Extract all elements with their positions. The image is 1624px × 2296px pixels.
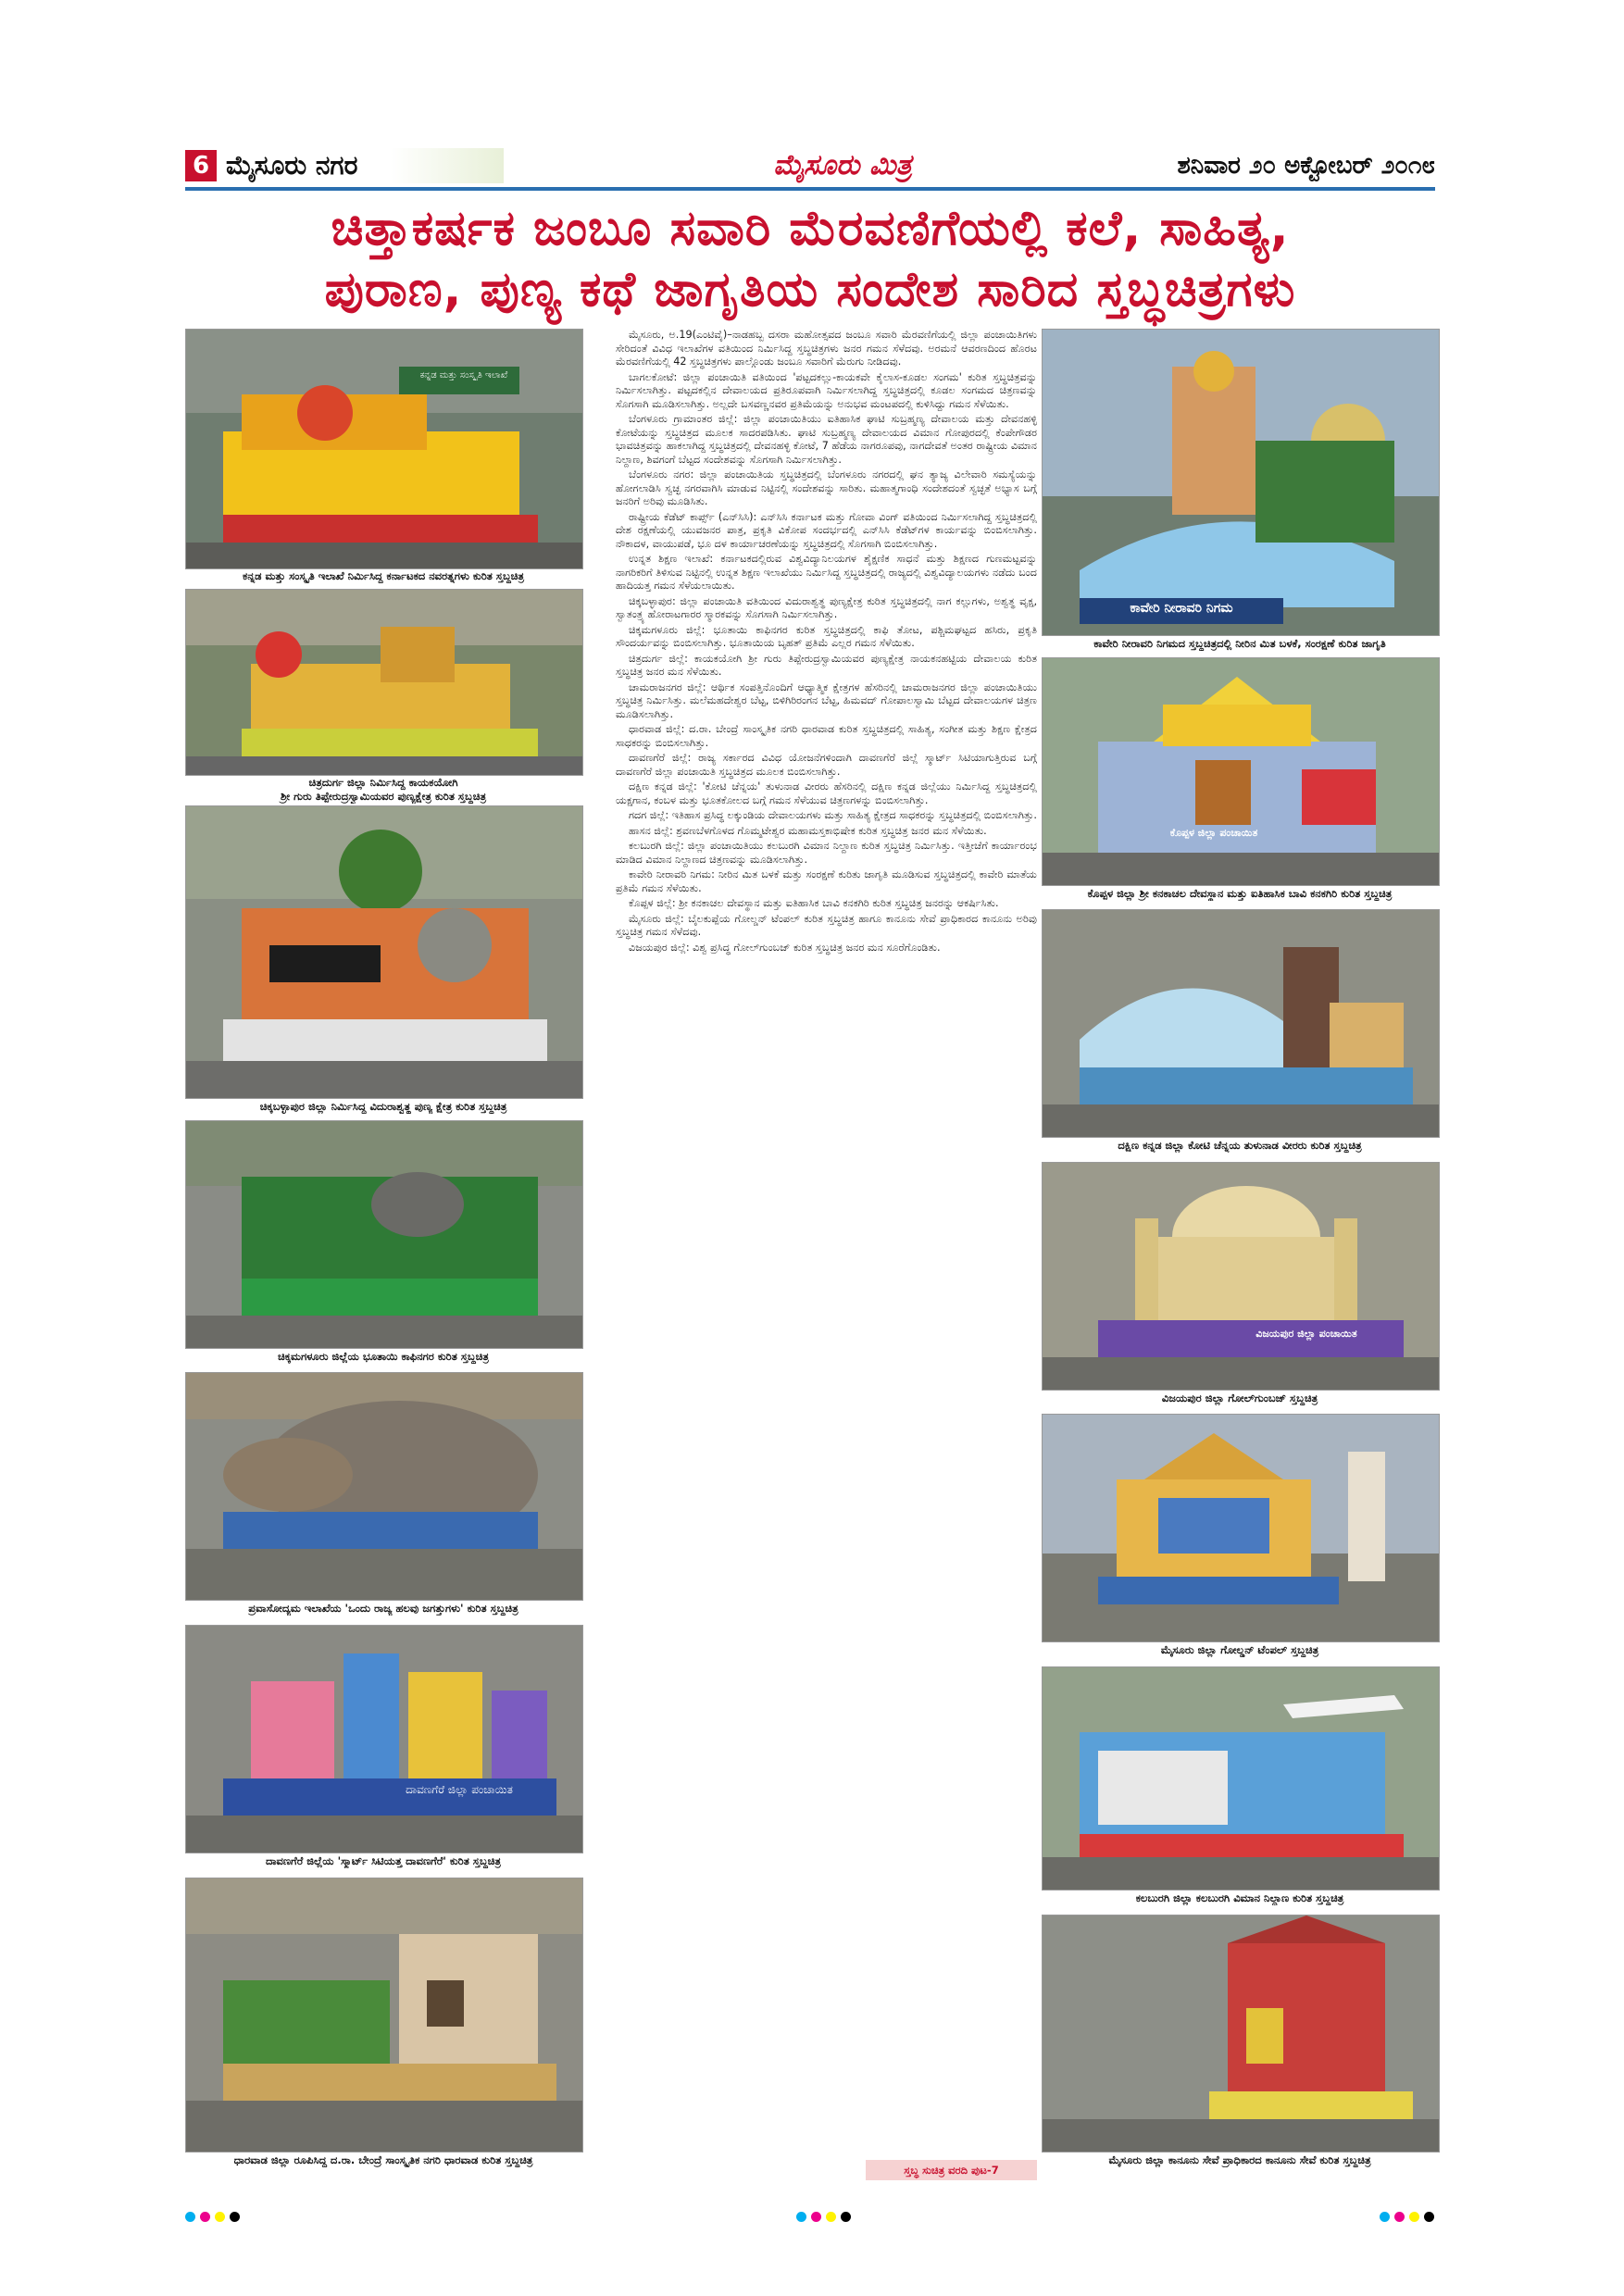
article-paragraph: ಉನ್ನತ ಶಿಕ್ಷಣ ಇಲಾಖೆ: ಕರ್ನಾಟಕದಲ್ಲಿರುವ ವಿಶ್ವವಿದ್ಯಾನಿಲಯಗಳ ಶೈಕ್ಷಣಿಕ ಸಾಧನೆ ಮತ್ತು ಶಿಕ್ಷಣದ ಗುಣಮಟ್ಟವನ್ನು ನಾಗರಿಕರಿಗೆ ತಿಳಿಸುವ ನಿಟ್ಟಿನಲ್ಲಿ ಉನ್ನತ ಶಿಕ್ಷಣ ಇಲಾಖೆಯು ನಿರ್ಮಿಸಿದ್ದ ಸ್ತಬ್ಧಚಿತ್ರದಲ್ಲಿ ರಾಜ್ಯದಲ್ಲಿ ವಿಶ್ವವಿದ್ಯಾಲಯಗಳು ನಡೆದು ಬಂದ ಹಾದಿಯತ್ತ ಗಮನ ಸೆಳೆಯಲಾಯಿತು. (616, 553, 1037, 592)
article-paragraph: ಚಿಕ್ಕಬಳ್ಳಾಪುರ: ಜಿಲ್ಲಾ ಪಂಚಾಯಿತಿ ವತಿಯಿಂದ ವಿದುರಾಶ್ವತ್ಥ ಪುಣ್ಯಕ್ಷೇತ್ರ ಕುರಿತ ಸ್ತಬ್ಧಚಿತ್ರದಲ್ಲಿ ನಾಗ ಕಲ್ಲುಗಳು, ಅಶ್ವತ್ಥ ವೃಕ್ಷ, ಸ್ವಾತಂತ್ರ್ಯ ಹೋರಾಟಗಾರರ ಸ್ಮಾರಕವನ್ನು ಸೊಗಸಾಗಿ ನಿರ್ಮಿಸಲಾಗಿತ್ತು. (616, 594, 1037, 620)
photo-right-4 (1042, 1162, 1440, 1391)
photo-caption: ಕನ್ನಡ ಮತ್ತು ಸಂಸ್ಕೃತಿ ಇಲಾಖೆ ನಿರ್ಮಿಸಿದ್ದ ಕರ್ನಾಟಕದ ನವರತ್ನಗಳು ಕುರಿತ ಸ್ತಬ್ಧಚಿತ್ರ (243, 569, 524, 582)
photo-right-2 (1042, 657, 1440, 886)
photo-caption: ಕೊಪ್ಪಳ ಜಿಲ್ಲಾ ಶ್ರೀ ಕನಕಾಚಲ ದೇವಸ್ಥಾನ ಮತ್ತು ಐತಿಹಾಸಿಕ ಬಾವಿ ಕನಕಗಿರಿ ಕುರಿತ ಸ್ತಬ್ಧಚಿತ್ರ (1087, 887, 1393, 900)
photo-banner: ವಿಜಯಪುರ ಜಿಲ್ಲಾ ಪಂಚಾಯಿತ (1255, 1328, 1357, 1340)
photo-left-7 (185, 1878, 583, 2152)
photo-banner: ಕೊಪ್ಪಳ ಜಿಲ್ಲಾ ಪಂಚಾಯಿತ (1169, 827, 1258, 839)
photo-left-3 (185, 805, 583, 1099)
registration-marks-right (1380, 2208, 1439, 2226)
article-paragraph: ಮೈಸೂರು ಜಿಲ್ಲೆ: ಬೈಲಕುಪ್ಪೆಯ ಗೋಲ್ಡನ್ ಟೆಂಪಲ್ ಕುರಿತ ಸ್ತಬ್ಧಚಿತ್ರ ಹಾಗೂ ಕಾನೂನು ಸೇವೆ ಪ್ರಾಧಿಕಾರದ ಕಾನೂನು ಅರಿವು ಸ್ತಬ್ಧಚಿತ್ರ ಗಮನ ಸೆಳೆದವು. (616, 912, 1037, 938)
photo-right-3 (1042, 909, 1440, 1138)
photo-left-2 (185, 589, 583, 776)
article-paragraph: ರಾಷ್ಟ್ರೀಯ ಕೆಡೆಟ್ ಕಾರ್ಪ್ಸ್ (ಎನ್‌ಸಿಸಿ): ಎನ್‌ಸಿಸಿ ಕರ್ನಾಟಕ ಮತ್ತು ಗೋವಾ ವಿಂಗ್ ವತಿಯಿಂದ ನಿರ್ಮಿಸಲಾಗಿದ್ದ ಸ್ತಬ್ಧಚಿತ್ರದಲ್ಲಿ ದೇಶ ರಕ್ಷಣೆಯಲ್ಲಿ ಯುವಜನರ ಪಾತ್ರ, ಪ್ರಕೃತಿ ವಿಕೋಪ ಸಂದರ್ಭದಲ್ಲಿ ಎನ್‌ಸಿಸಿ ಕೆಡೆಟ್‌ಗಳ ಕಾರ್ಯವನ್ನು ಬಿಂಬಿಸಲಾಗಿತ್ತು. ನೌಕಾದಳ, ವಾಯುಪಡೆ, ಭೂ ದಳ ಕಾರ್ಯಾಚರಣೆಯನ್ನು ಸ್ತಬ್ಧಚಿತ್ರದಲ್ಲಿ ಸೊಗಸಾಗಿ ಬಿಂಬಿಸಲಾಗಿತ್ತು. (616, 510, 1037, 550)
photo-right-6 (1042, 1666, 1440, 1890)
photo-caption: ವಿಜಯಪುರ ಜಿಲ್ಲಾ ಗೋಲ್‌ಗುಂಬಜ್ ಸ್ತಬ್ಧಚಿತ್ರ (1161, 1391, 1318, 1404)
photo-left-5 (185, 1372, 583, 1601)
article-paragraph: ಬೆಂಗಳೂರು ಗ್ರಾಮಾಂತರ ಜಿಲ್ಲೆ: ಜಿಲ್ಲಾ ಪಂಚಾಯಿತಿಯು ಐತಿಹಾಸಿಕ ಘಾಟಿ ಸುಬ್ರಹ್ಮಣ್ಯ ದೇವಾಲಯ ಮತ್ತು ದೇವನಹಳ್ಳಿ ಕೋಟೆಯನ್ನು ಸ್ತಬ್ಧಚಿತ್ರದ ಮೂಲಕ ಸಾದರಪಡಿಸಿತು. ಘಾಟಿ ಸುಬ್ರಹ್ಮಣ್ಯ ದೇವಾಲಯದ ವಿಮಾನ ಗೋಪುರದಲ್ಲಿ ಕೆಂಪೇಗೌಡರ ಭಾವಚಿತ್ರವನ್ನು ಹಾಕಲಾಗಿದ್ದ ಸ್ತಬ್ಧಚಿತ್ರದಲ್ಲಿ ದೇವನಹಳ್ಳಿ ಕೋಟೆ, 7 ಹೆಡೆಯ ನಾಗರೂಪವು, ನಾಗದೇವತೆ ಅಂತರ ರಾಷ್ಟ್ರೀಯ ವಿಮಾನ ನಿಲ್ದಾಣ, ಶಿವಗಂಗೆ ಬೆಟ್ಟದ ಸಂದೇಶವನ್ನು ಸೊಗಸಾಗಿ ನಿರ್ಮಿಸಲಾಗಿತ್ತು. (616, 413, 1037, 466)
photo-caption: ಚಿತ್ರದುರ್ಗ ಜಿಲ್ಲಾ ನಿರ್ಮಿಸಿದ್ದ ಕಾಯಕಯೋಗಿ ಶ್ರೀ ಗುರು ತಿಪ್ಪೇರುದ್ರಸ್ವಾಮಿಯವರ ಪುಣ್ಯಕ್ಷೇತ್ರ ಕುರಿತ ಸ್ತಬ್ಧಚಿತ್ರ (280, 776, 487, 803)
headline (185, 198, 1435, 320)
photo-right-1 (1042, 329, 1440, 636)
article-paragraph: ಕೊಪ್ಪಳ ಜಿಲ್ಲೆ: ಶ್ರೀ ಕನಕಾಚಲ ದೇವಸ್ಥಾನ ಮತ್ತು ಐತಿಹಾಸಿಕ ಬಾವಿ ಕನಕಗಿರಿ ಕುರಿತ ಸ್ತಬ್ಧಚಿತ್ರ ಜನರನ್ನು ಆಕರ್ಷಿಸಿತು. (629, 897, 999, 909)
article-paragraph: ಚಾಮರಾಜನಗರ ಜಿಲ್ಲೆ: ಆರ್ಥಿಕ ಸಂಪತ್ತಿನೊಂದಿಗೆ ಆಧ್ಯಾತ್ಮಿಕ ಕ್ಷೇತ್ರಗಳ ಹೆಸರಿನಲ್ಲಿ ಚಾಮರಾಜನಗರ ಜಿಲ್ಲಾ ಪಂಚಾಯಿತಿಯು ಸ್ತಬ್ಧಚಿತ್ರ ನಿರ್ಮಿಸಿತ್ತು. ಮಲೆಮಹದೇಶ್ವರ ಬೆಟ್ಟ, ಬಿಳಿಗಿರಿರಂಗನ ಬೆಟ್ಟ, ಹಿಮವದ್ ಗೋಪಾಲಸ್ವಾಮಿ ಬೆಟ್ಟದ ದೇವಾಲಯಗಳ ಚಿತ್ರಣ ಮೂಡಿಸಲಾಗಿತ್ತು. (616, 680, 1037, 720)
photo-banner: ಕಾವೇರಿ ನೀರಾವರಿ ನಿಗಮ (1130, 601, 1233, 616)
article-body (616, 329, 1037, 2157)
photo-caption: ಪ್ರವಾಸೋದ್ಯಮ ಇಲಾಖೆಯ 'ಒಂದು ರಾಜ್ಯ ಹಲವು ಜಗತ್ತುಗಳು' ಕುರಿತ ಸ್ತಬ್ಧಚಿತ್ರ (248, 1602, 518, 1615)
header-rule (185, 187, 1435, 191)
photo-caption: ಮೈಸೂರು ಜಿಲ್ಲಾ ಕಾನೂನು ಸೇವೆ ಪ್ರಾಧಿಕಾರದ ಕಾನೂನು ಸೇವೆ ಕುರಿತ ಸ್ತಬ್ಧಚಿತ್ರ (1108, 2153, 1371, 2166)
photo-left-4 (185, 1120, 583, 1349)
photo-caption: ಕಾವೇರಿ ನೀರಾವರಿ ನಿಗಮದ ಸ್ತಬ್ಧಚಿತ್ರದಲ್ಲಿ ನೀರಿನ ಮಿತ ಬಳಕೆ, ಸಂರಕ್ಷಣೆ ಕುರಿತ ಜಾಗೃತಿ (1093, 637, 1386, 650)
headline-line-1: ಚಿತ್ತಾಕರ್ಷಕ ಜಂಬೂ ಸವಾರಿ ಮೆರವಣಿಗೆಯಲ್ಲಿ ಕಲೆ, ಸಾಹಿತ್ಯ, (331, 201, 1290, 256)
photo-caption: ಚಿಕ್ಕಬಳ್ಳಾಪುರ ಜಿಲ್ಲಾ ನಿರ್ಮಿಸಿದ್ದ ವಿದುರಾಶ್ವತ್ಥ ಪುಣ್ಯ ಕ್ಷೇತ್ರ ಕುರಿತ ಸ್ತಬ್ಧಚಿತ್ರ (259, 1100, 507, 1113)
headline-line-2: ಪುರಾಣ, ಪುಣ್ಯ ಕಥೆ ಜಾಗೃತಿಯ ಸಂದೇಶ ಸಾರಿದ ಸ್ತಬ್ಧಚಿತ್ರಗಳು (324, 262, 1296, 318)
photo-caption: ಕಲಬುರಗಿ ಜಿಲ್ಲಾ ಕಲಬುರಗಿ ವಿಮಾನ ನಿಲ್ದಾಣ ಕುರಿತ ಸ್ತಬ್ಧಚಿತ್ರ (1135, 1891, 1344, 1904)
newspaper-logo: ಮೈಸೂರು ಮಿತ್ರ (773, 149, 912, 181)
photo-caption: ದಾವಣಗೆರೆ ಜಿಲ್ಲೆಯ 'ಸ್ಮಾರ್ಟ್ ಸಿಟಿಯತ್ತ ದಾವಣಗೆರೆ' ಕುರಿತ ಸ್ತಬ್ಧಚಿತ್ರ (266, 1854, 501, 1867)
page-number-badge: 6 (185, 150, 217, 181)
photo-right-5 (1042, 1414, 1440, 1642)
photo-caption: ದಕ್ಷಿಣ ಕನ್ನಡ ಜಿಲ್ಲಾ ಕೋಟಿ ಚೆನ್ನಯ ತುಳುನಾಡ ವೀರರು ಕುರಿತ ಸ್ತಬ್ಧಚಿತ್ರ (1118, 1139, 1362, 1152)
article-paragraph: ದಾವಣಗೆರೆ ಜಿಲ್ಲೆ: ರಾಜ್ಯ ಸರ್ಕಾರದ ವಿವಿಧ ಯೋಜನೆಗಳಿಂದಾಗಿ ದಾವಣಗೆರೆ ಜಿಲ್ಲೆ ಸ್ಮಾರ್ಟ್ ಸಿಟಿಯಾಗುತ್ತಿರುವ ಬಗ್ಗೆ ದಾವಣಗೆರೆ ಜಿಲ್ಲಾ ಪಂಚಾಯಿತಿ ಸ್ತಬ್ಧಚಿತ್ರದ ಮೂಲಕ ಬಿಂಬಿಸಲಾಗಿತ್ತು. (616, 752, 1037, 778)
photo-caption: ಮೈಸೂರು ಜಿಲ್ಲಾ ಗೋಲ್ಡನ್ ಟೆಂಪಲ್ ಸ್ತಬ್ಧಚಿತ್ರ (1160, 1643, 1319, 1656)
article-paragraph: ಬೆಂಗಳೂರು ನಗರ: ಜಿಲ್ಲಾ ಪಂಚಾಯಿತಿಯ ಸ್ತಬ್ಧಚಿತ್ರದಲ್ಲಿ ಬೆಂಗಳೂರು ನಗರದಲ್ಲಿ ಘನ ತ್ಯಾಜ್ಯ ವಿಲೇವಾರಿ ಸಮಸ್ಯೆಯನ್ನು ಹೋಗಲಾಡಿಸಿ ಸ್ವಚ್ಛ ನಗರವಾಗಿಸಿ ಮಾಡುವ ನಿಟ್ಟಿನಲ್ಲಿ ಸಂದೇಶವನ್ನು ಸಾರಿತು. ಮಹಾತ್ಮಗಾಂಧಿ ಸಂದೇಶದಂತೆ ಸ್ವಚ್ಛತೆ ಅಭ್ಯಾಸ ಬಗ್ಗೆ ಜನರಿಗೆ ಅರಿವು ಮೂಡಿಸಿತು. (616, 468, 1037, 507)
photo-banner: ಕನ್ನಡ ಮತ್ತು ಸಂಸ್ಕೃತಿ ಇಲಾಖೆ (419, 370, 508, 381)
issue-date: ಶನಿವಾರ ೨೦ ಅಕ್ಟೋಬರ್ ೨೦೧೮ (1177, 152, 1435, 180)
article-paragraph: ಹಾಸನ ಜಿಲ್ಲೆ: ಶ್ರವಣಬೆಳಗೊಳದ ಗೊಮ್ಮಟೇಶ್ವರ ಮಹಾಮಸ್ತಕಾಭಿಷೇಕ ಕುರಿತ ಸ್ತಬ್ಧಚಿತ್ರ ಜನರ ಮನ ಸೆಳೆಯಿತು. (629, 824, 987, 837)
article-paragraph: ಮೈಸೂರು, ಅ.19(ಎಂಟಿವೈ)–ನಾಡಹಬ್ಬ ದಸರಾ ಮಹೋತ್ಸವದ ಜಂಬೂ ಸವಾರಿ ಮೆರವಣಿಗೆಯಲ್ಲಿ ಜಿಲ್ಲಾ ಪಂಚಾಯಿತಿಗಳು ಸೇರಿದಂತೆ ವಿವಿಧ ಇಲಾಖೆಗಳ ವತಿಯಿಂದ ನಿರ್ಮಿಸಿದ್ದ ಸ್ತಬ್ಧಚಿತ್ರಗಳು ಜನರ ಗಮನ ಸೆಳೆದವು. ಅರಮನೆ ಆವರಣದಿಂದ ಹೊರಟ ಮೆರವಣಿಗೆಯಲ್ಲಿ 42 ಸ್ತಬ್ಧಚಿತ್ರಗಳು ಪಾಲ್ಗೊಂಡು ಜಂಬೂ ಸವಾರಿಗೆ ಮೆರುಗು ನೀಡಿದವು. (616, 329, 1037, 368)
photo-caption: ಚಿಕ್ಕಮಗಳೂರು ಜಿಲ್ಲೆಯ ಭೂತಾಯಿ ಕಾಫಿನಗರ ಕುರಿತ ಸ್ತಬ್ಧಚಿತ್ರ (278, 1350, 489, 1363)
article-paragraph: ಧಾರವಾಡ ಜಿಲ್ಲೆ: ದ.ರಾ. ಬೇಂದ್ರೆ ಸಾಂಸ್ಕೃತಿಕ ನಗರಿ ಧಾರವಾಡ ಕುರಿತ ಸ್ತಬ್ಧಚಿತ್ರದಲ್ಲಿ ಸಾಹಿತ್ಯ, ಸಂಗೀತ ಮತ್ತು ಶಿಕ್ಷಣ ಕ್ಷೇತ್ರದ ಸಾಧಕರನ್ನು ಬಿಂಬಿಸಲಾಗಿತ್ತು. (616, 723, 1037, 749)
registration-marks-center (796, 2208, 856, 2226)
registration-marks-left (185, 2208, 244, 2226)
article-paragraph: ಚಿಕ್ಕಮಗಳೂರು ಜಿಲ್ಲೆ: ಭೂತಾಯಿ ಕಾಫಿನಗರ ಕುರಿತ ಸ್ತಬ್ಧಚಿತ್ರದಲ್ಲಿ ಕಾಫಿ ತೋಟ, ಪಶ್ಚಿಮಘಟ್ಟದ ಹಸಿರು, ಪ್ರಕೃತಿ ಸೌಂದರ್ಯವನ್ನು ಬಿಂಬಿಸಲಾಗಿತ್ತು. ಭೂತಾಯಿಯ ಬೃಹತ್ ಪ್ರತಿಮೆ ಎಲ್ಲರ ಗಮನ ಸೆಳೆಯಿತು. (616, 623, 1037, 649)
section-name: ಮೈಸೂರು ನಗರ (220, 148, 504, 183)
article-paragraph: ಕಲಬುರಗಿ ಜಿಲ್ಲೆ: ಜಿಲ್ಲಾ ಪಂಚಾಯಿತಿಯು ಕಲಬುರಗಿ ವಿಮಾನ ನಿಲ್ದಾಣ ಕುರಿತ ಸ್ತಬ್ಧಚಿತ್ರ ನಿರ್ಮಿಸಿತ್ತು. ಇತ್ತೀಚೆಗೆ ಕಾರ್ಯಾರಂಭ ಮಾಡಿದ ವಿಮಾನ ನಿಲ್ದಾಣದ ಚಿತ್ರಣವನ್ನು ಮೂಡಿಸಲಾಗಿತ್ತು. (616, 840, 1037, 866)
article-paragraph: ಗದಗ ಜಿಲ್ಲೆ: ಇತಿಹಾಸ ಪ್ರಸಿದ್ಧ ಲಕ್ಕುಂಡಿಯ ದೇವಾಲಯಗಳು ಮತ್ತು ಸಾಹಿತ್ಯ ಕ್ಷೇತ್ರದ ಸಾಧಕರನ್ನು ಸ್ತಬ್ಧಚಿತ್ರದಲ್ಲಿ ಬಿಂಬಿಸಲಾಗಿತ್ತು. (629, 809, 1037, 821)
article-paragraph: ಚಿತ್ರದುರ್ಗ ಜಿಲ್ಲೆ: ಕಾಯಕಯೋಗಿ ಶ್ರೀ ಗುರು ತಿಪ್ಪೇರುದ್ರಸ್ವಾಮಿಯವರ ಪುಣ್ಯಕ್ಷೇತ್ರ ನಾಯಕನಹಟ್ಟಿಯ ದೇವಾಲಯ ಕುರಿತ ಸ್ತಬ್ಧಚಿತ್ರ ಜನರ ಮನ ಸೆಳೆಯಿತು. (616, 652, 1037, 678)
article-paragraph: ವಿಜಯಪುರ ಜಿಲ್ಲೆ: ವಿಶ್ವ ಪ್ರಸಿದ್ಧ ಗೋಲ್‌ಗುಂಬಜ್ ಕುರಿತ ಸ್ತಬ್ಧಚಿತ್ರ ಜನರ ಮನ ಸೂರೆಗೊಂಡಿತು. (629, 941, 941, 954)
article-paragraph: ಬಾಗಲಕೋಟೆ: ಜಿಲ್ಲಾ ಪಂಚಾಯಿತಿ ವತಿಯಿಂದ 'ಪಟ್ಟದಕಲ್ಲು-ಕಾಯಕವೇ ಕೈಲಾಸ-ಕೂಡಲ ಸಂಗಮ' ಕುರಿತ ಸ್ತಬ್ಧಚಿತ್ರವನ್ನು ನಿರ್ಮಿಸಲಾಗಿತ್ತು. ಪಟ್ಟದಕಲ್ಲಿನ ದೇವಾಲಯದ ಪ್ರತಿರೂಪವಾಗಿ ನಿರ್ಮಿಸಲಾಗಿದ್ದ ಸ್ತಬ್ಧಚಿತ್ರದಲ್ಲಿ ಕೂಡಲ ಸಂಗಮದ ಚಿತ್ರಣವನ್ನು ಸೊಗಸಾಗಿ ಮೂಡಿಸಲಾಗಿತ್ತು. ಅಲ್ಲದೇ ಬಸವಣ್ಣನವರ ಪ್ರತಿಮೆಯನ್ನು ಅನುಭವ ಮಂಟಪದಲ್ಲಿ ಕುಳಿಸಿದ್ದು ಗಮನ ಸೆಳೆಯಿತು. (616, 370, 1037, 410)
photo-banner: ದಾವಣಗೆರೆ ಜಿಲ್ಲಾ ಪಂಚಾಯಿತ (406, 1783, 513, 1796)
article-paragraph: ದಕ್ಷಿಣ ಕನ್ನಡ ಜಿಲ್ಲೆ: 'ಕೋಟಿ ಚೆನ್ನಯ' ತುಳುನಾಡ ವೀರರು ಹೆಸರಿನಲ್ಲಿ ದಕ್ಷಿಣ ಕನ್ನಡ ಜಿಲ್ಲೆಯು ನಿರ್ಮಿಸಿದ್ದ ಸ್ತಬ್ಧಚಿತ್ರದಲ್ಲಿ ಯಕ್ಷಗಾನ, ಕಂಬಳ ಮತ್ತು ಭೂತಕೋಲದ ಬಗ್ಗೆ ಗಮನ ಸೆಳೆಯುವ ಚಿತ್ರಣಗಳನ್ನು ಬಿಂಬಿಸಲಾಗಿತ್ತು. (616, 780, 1037, 806)
photo-left-6 (185, 1625, 583, 1853)
article-paragraph: ಕಾವೇರಿ ನೀರಾವರಿ ನಿಗಮ: ನೀರಿನ ಮಿತ ಬಳಕೆ ಮತ್ತು ಸಂರಕ್ಷಣೆ ಕುರಿತು ಜಾಗೃತಿ ಮೂಡಿಸುವ ಸ್ತಬ್ಧಚಿತ್ರದಲ್ಲಿ ಕಾವೇರಿ ಮಾತೆಯ ಪ್ರತಿಮೆ ಗಮನ ಸೆಳೆಯಿತು. (616, 868, 1037, 894)
photo-caption: ಧಾರವಾಡ ಜಿಲ್ಲಾ ರೂಪಿಸಿದ್ದ ದ.ರಾ. ಬೇಂದ್ರೆ ಸಾಂಸ್ಕೃತಿಕ ನಗರಿ ಧಾರವಾಡ ಕುರಿತ ಸ್ತಬ್ಧಚಿತ್ರ (233, 2153, 533, 2166)
photo-left-1 (185, 329, 583, 569)
continuation-note: ಸ್ತಬ್ಧ ಸುಚಿತ್ರ ವರದಿ ಪುಟ-7 (866, 2160, 1037, 2180)
photo-right-7 (1042, 1915, 1440, 2152)
